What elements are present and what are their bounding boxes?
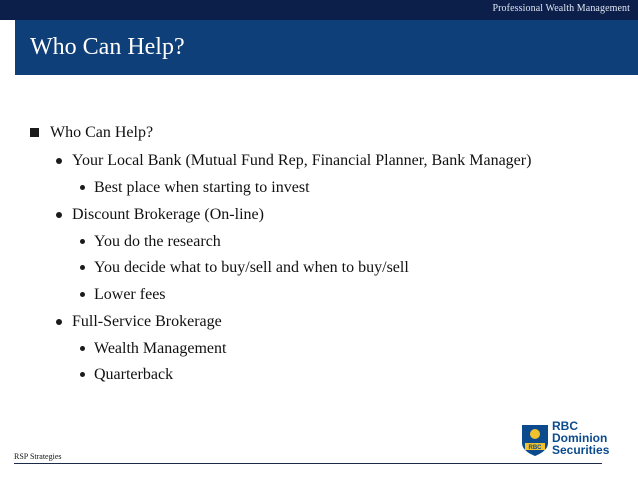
- bullet-text: Best place when starting to invest: [94, 179, 310, 196]
- bullet-text: Quarterback: [94, 366, 174, 383]
- round-bullet-icon: [80, 346, 85, 351]
- round-bullet-icon: [56, 212, 62, 218]
- shield-text: RBC: [528, 445, 542, 451]
- logo-line-3: Securities: [552, 443, 610, 457]
- bullet-text: Lower fees: [94, 286, 166, 303]
- round-bullet-icon: [80, 265, 85, 270]
- logo-line-2: Dominion: [552, 431, 608, 445]
- bullet-text: Your Local Bank (Mutual Fund Rep, Financial Planner, Bank Manager): [72, 152, 532, 169]
- round-bullet-icon: [80, 239, 85, 244]
- rbc-shield-icon: [520, 423, 550, 457]
- footer-divider: [14, 463, 602, 464]
- slide-title: Who Can Help?: [30, 34, 185, 60]
- round-bullet-icon: [56, 319, 62, 325]
- bullet-text: Full-Service Brokerage: [72, 313, 222, 330]
- round-bullet-icon: [56, 158, 62, 164]
- round-bullet-icon: [80, 292, 85, 297]
- square-bullet-icon: [30, 128, 39, 137]
- company-logo: [552, 420, 609, 456]
- bullet-text: Wealth Management: [94, 340, 227, 357]
- bullet-text: Who Can Help?: [50, 124, 154, 141]
- tagline: Professional Wealth Management: [492, 3, 630, 14]
- round-bullet-icon: [80, 372, 85, 377]
- bullet-text: You decide what to buy/sell and when to buy/sell: [94, 259, 409, 276]
- round-bullet-icon: [80, 185, 85, 190]
- footer-label: RSP Strategies: [14, 452, 62, 461]
- bullet-text: Discount Brokerage (On-line): [72, 206, 264, 223]
- logo-line-1: RBC: [552, 419, 578, 433]
- bullet-text: You do the research: [94, 233, 221, 250]
